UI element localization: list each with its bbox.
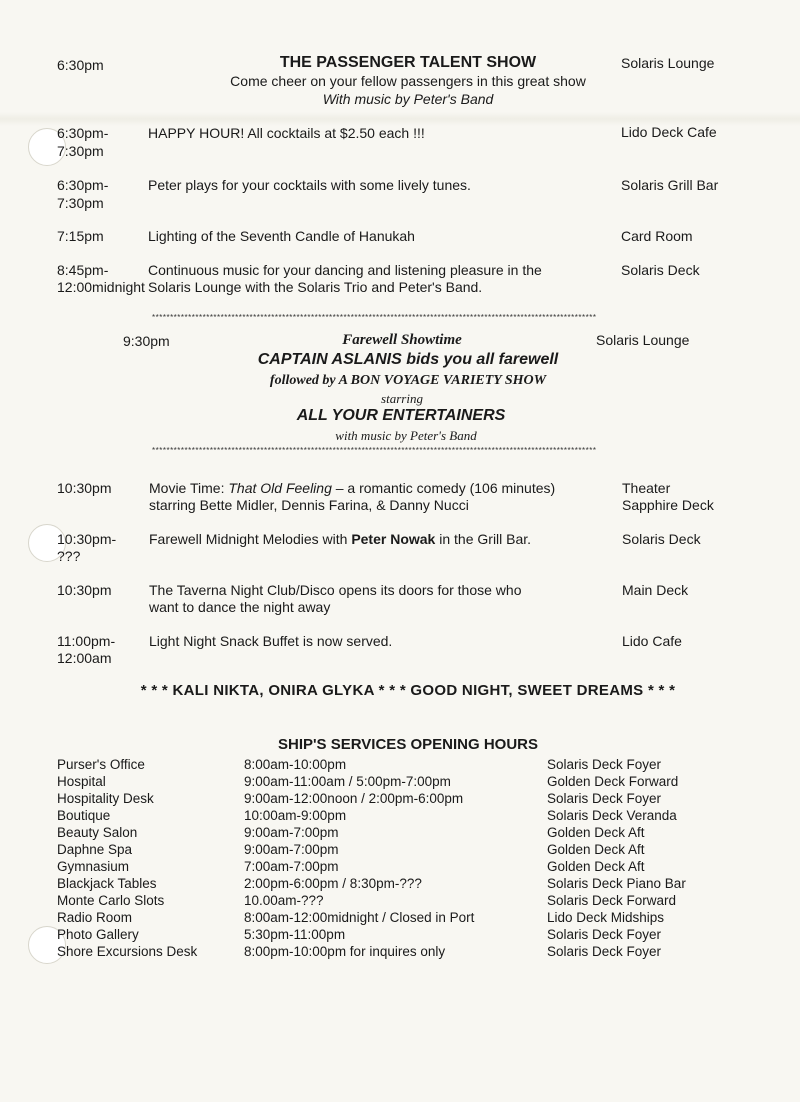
event-location: Solaris Grill Bar [621, 177, 719, 193]
melodies-performer: Peter Nowak [351, 531, 436, 547]
melodies-prefix: Farewell Midnight Melodies with [149, 531, 352, 547]
event-description-line2: Solaris Lounge with the Solaris Trio and Peter's Band. [148, 279, 483, 295]
service-row [57, 926, 757, 943]
event-time: 8:45pm- [57, 262, 109, 278]
service-location: Golden Deck Aft [547, 842, 645, 857]
service-row [57, 756, 757, 773]
service-hours: 2:00pm-6:00pm / 8:30pm-??? [244, 876, 422, 891]
event-time: 6:30pm- [57, 177, 109, 193]
service-hours: 8:00am-12:00midnight / Closed in Port [244, 910, 475, 925]
service-location: Solaris Deck Piano Bar [547, 876, 686, 891]
snack-location: Lido Cafe [622, 633, 682, 649]
melodies-time-end: ??? [57, 548, 81, 564]
service-name: Hospital [57, 774, 106, 789]
taverna-location: Main Deck [622, 582, 689, 598]
movie-prefix: Movie Time: [149, 480, 229, 496]
event-description: Continuous music for your dancing and listening pleasure in the [148, 262, 542, 278]
melodies-suffix: in the Grill Bar. [435, 531, 532, 547]
farewell-title: CAPTAIN ASLANIS bids you all farewell [257, 351, 559, 368]
event-location: Card Room [621, 228, 693, 244]
talent-show-time: 6:30pm [57, 57, 104, 73]
farewell-location: Solaris Lounge [596, 332, 690, 348]
melodies-time: 10:30pm- [57, 531, 117, 547]
farewell-starring: starring [381, 391, 423, 406]
divider-stars: *************************************************************************************************************************** [152, 446, 597, 455]
service-row [57, 790, 757, 807]
goodnight-banner: * * * KALI NIKTA, ONIRA GLYKA * * * GOOD NIGHT, SWEET DREAMS * * * [140, 682, 676, 699]
service-location: Solaris Deck Foyer [547, 791, 662, 806]
event-time-end: 7:30pm [57, 143, 104, 159]
service-name: Daphne Spa [57, 842, 133, 857]
event-time-end: 7:30pm [57, 195, 104, 211]
divider-stars: *************************************************************************************************************************** [152, 313, 597, 322]
service-location: Golden Deck Aft [547, 859, 645, 874]
farewell-heading: Farewell Showtime [342, 332, 462, 348]
service-hours: 10:00am-9:00pm [244, 808, 347, 823]
service-row [57, 909, 757, 926]
service-hours: 7:00am-7:00pm [244, 859, 339, 874]
service-name: Beauty Salon [57, 825, 138, 840]
melodies-description [149, 531, 531, 548]
service-row [57, 875, 757, 892]
snack-time: 11:00pm- [57, 633, 116, 649]
talent-show-location: Solaris Lounge [621, 55, 715, 71]
talent-show-title: THE PASSENGER TALENT SHOW [279, 54, 537, 71]
service-name: Gymnasium [57, 859, 130, 874]
service-location: Solaris Deck Veranda [547, 808, 677, 823]
movie-title: That Old Feeling [228, 480, 332, 496]
service-location: Lido Deck Midships [547, 910, 665, 925]
talent-show-music: With music by Peter's Band [322, 91, 494, 107]
taverna-time: 10:30pm [57, 582, 112, 598]
service-name: Blackjack Tables [57, 876, 157, 891]
service-row [57, 773, 757, 790]
service-location: Solaris Deck Foyer [547, 757, 662, 772]
event-description: HAPPY HOUR! All cocktails at $2.50 each !!! [148, 125, 425, 141]
service-row [57, 824, 757, 841]
movie-time: 10:30pm [57, 480, 112, 496]
service-row [57, 892, 757, 909]
taverna-description-line2: want to dance the night away [149, 599, 331, 615]
event-time: 7:15pm [57, 228, 104, 244]
movie-location-deck: Sapphire Deck [622, 497, 714, 513]
service-row [57, 807, 757, 824]
service-name: Shore Excursions Desk [57, 944, 198, 959]
service-hours: 9:00am-7:00pm [244, 842, 339, 857]
event-time-end: 12:00midnight [57, 279, 145, 295]
service-hours: 9:00am-11:00am / 5:00pm-7:00pm [244, 774, 451, 789]
service-hours: 8:00pm-10:00pm for inquires only [244, 944, 446, 959]
service-name: Radio Room [57, 910, 133, 925]
talent-show-subtitle: Come cheer on your fellow passengers in this great show [230, 73, 586, 89]
event-time: 6:30pm- [57, 125, 109, 141]
movie-location: Theater [622, 480, 671, 496]
service-location: Golden Deck Aft [547, 825, 645, 840]
service-name: Monte Carlo Slots [57, 893, 165, 908]
service-location: Solaris Deck Foyer [547, 927, 662, 942]
service-name: Hospitality Desk [57, 791, 154, 806]
service-name: Photo Gallery [57, 927, 139, 942]
farewell-followed: followed by A BON VOYAGE VARIETY SHOW [269, 373, 547, 388]
event-location: Solaris Deck [621, 262, 700, 278]
melodies-location: Solaris Deck [622, 531, 701, 547]
event-location: Lido Deck Cafe [621, 124, 717, 140]
snack-time-end: 12:00am [57, 650, 112, 666]
service-hours: 10.00am-??? [244, 893, 324, 908]
service-row [57, 858, 757, 875]
movie-description [149, 480, 555, 497]
movie-suffix: – a romantic comedy (106 minutes) [331, 480, 556, 496]
service-hours: 9:00am-7:00pm [244, 825, 339, 840]
service-location: Solaris Deck Forward [547, 893, 677, 908]
service-hours: 8:00am-10:00pm [244, 757, 347, 772]
service-row [57, 841, 757, 858]
service-name: Purser's Office [57, 757, 145, 772]
farewell-entertainers: ALL YOUR ENTERTAINERS [296, 407, 506, 424]
service-name: Boutique [57, 808, 111, 823]
movie-cast: starring Bette Midler, Dennis Farina, & Danny Nucci [149, 497, 469, 513]
service-hours: 5:30pm-11:00pm [244, 927, 346, 942]
service-location: Solaris Deck Foyer [547, 944, 662, 959]
event-description: Peter plays for your cocktails with some lively tunes. [148, 177, 471, 193]
farewell-time: 9:30pm [123, 333, 170, 349]
service-location: Golden Deck Forward [547, 774, 679, 789]
service-hours: 9:00am-12:00noon / 2:00pm-6:00pm [244, 791, 464, 806]
taverna-description: The Taverna Night Club/Disco opens its doors for those who [149, 582, 522, 598]
services-title: SHIP'S SERVICES OPENING HOURS [277, 736, 539, 753]
farewell-music: with music by Peter's Band [335, 428, 477, 443]
snack-description: Light Night Snack Buffet is now served. [149, 633, 393, 649]
service-row [57, 943, 757, 960]
event-description: Lighting of the Seventh Candle of Hanukah [148, 228, 415, 244]
